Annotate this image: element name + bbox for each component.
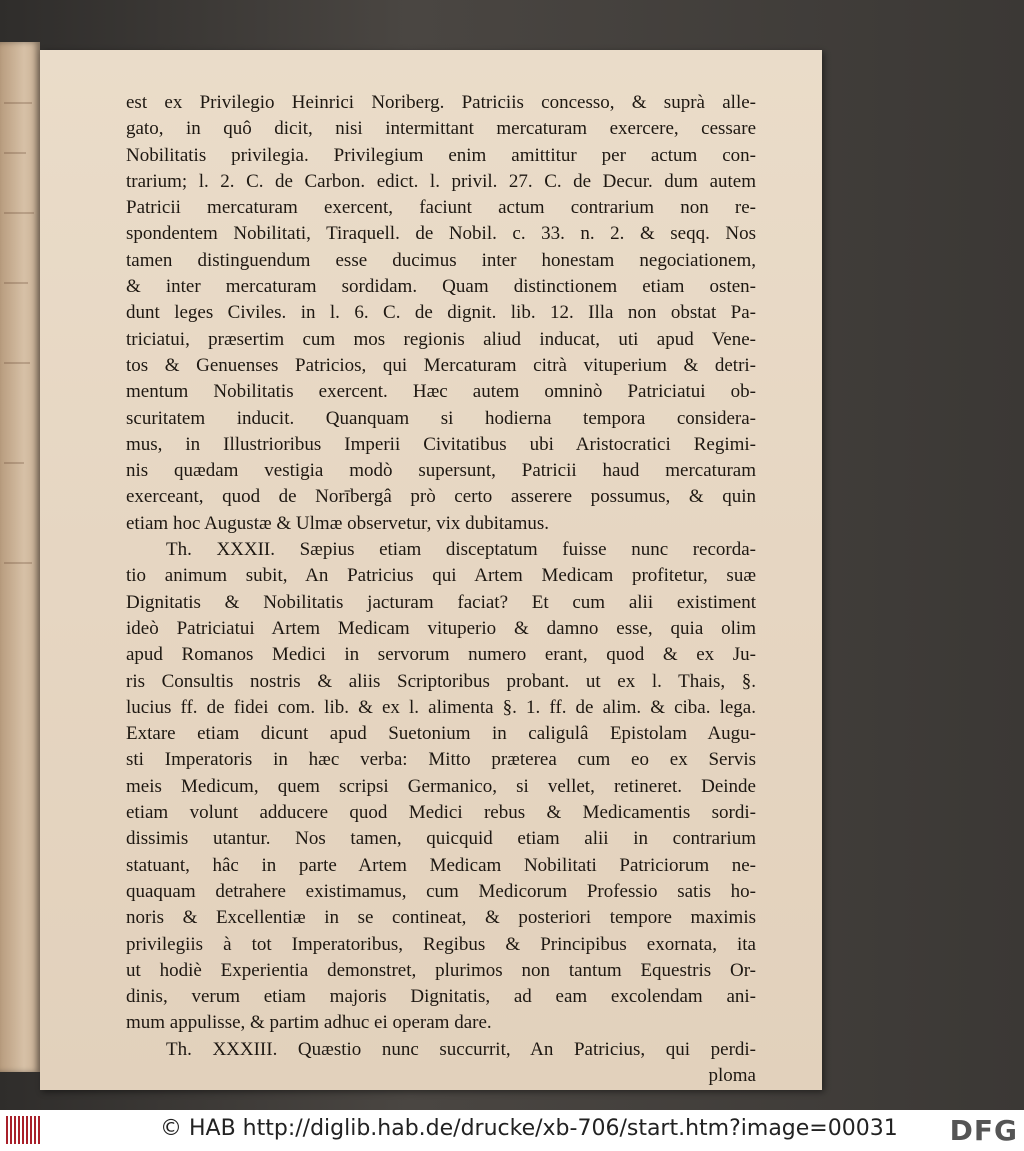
text-line: ut hodiè Experientia demonstret, plurimos non tantum Equestris Or-: [126, 959, 756, 981]
previous-page-edge: [0, 42, 40, 1072]
ghost-text-line: [4, 362, 30, 364]
ghost-text-line: [4, 562, 32, 564]
text-line: mus, in Illustrioribus Imperii Civitatibus ubi Aristocratici Regimi-: [126, 433, 756, 455]
text-line: gato, in quô dicit, nisi intermittant mercaturam exercere, cessare: [126, 118, 756, 140]
barcode-icon: [6, 1116, 44, 1144]
text-line: dunt leges Civiles. in l. 6. C. de dignit. lib. 12. Illa non obstat Pa-: [126, 302, 756, 324]
text-line: Extare etiam dicunt apud Suetonium in caligulâ Epistolam Augu-: [126, 723, 756, 745]
text-line: statuant, hâc in parte Artem Medicam Nobilitati Patriciorum ne-: [126, 854, 756, 876]
catchword: ploma: [708, 1064, 756, 1086]
ghost-text-line: [4, 212, 34, 214]
ghost-text-line: [4, 282, 28, 284]
ghost-text-line: [4, 102, 32, 104]
text-line: exerceant, quod de Norībergâ prò certo asserere possumus, & quin: [126, 486, 756, 508]
copyright-link[interactable]: © HAB http://diglib.hab.de/drucke/xb-706/start.htm?image=00031: [160, 1116, 898, 1141]
text-line: Nobilitatis privilegia. Privilegium enim amittitur per actum con-: [126, 144, 756, 166]
footer-bar: [0, 1110, 1024, 1151]
text-line: privilegiis à tot Imperatoribus, Regibus & Principibus exornata, ita: [126, 933, 756, 955]
text-line: scuritatem inducit. Quanquam si hodierna tempora considera-: [126, 407, 756, 429]
text-line: ris Consultis nostris & aliis Scriptoribus probant. ut ex l. Thais, §.: [126, 670, 756, 692]
text-line: trarium; l. 2. C. de Carbon. edict. l. privil. 27. C. de Decur. dum autem: [126, 170, 756, 192]
text-line: tio animum subit, An Patricius qui Artem Medicam profitetur, suæ: [126, 565, 756, 587]
text-line: noris & Excellentiæ in se contineat, & posteriori tempore maximis: [126, 907, 756, 929]
text-line: apud Romanos Medici in servorum numero erant, quod & ex Ju-: [126, 644, 756, 666]
page-body-text: [126, 90, 756, 1089]
text-line: mentum Nobilitatis exercent. Hæc autem omninò Patriciatui ob-: [126, 381, 756, 403]
text-line: meis Medicum, quem scripsi Germanico, si vellet, retineret. Deinde: [126, 775, 756, 797]
text-line: & inter mercaturam sordidam. Quam distinctionem etiam osten-: [126, 276, 756, 298]
section-heading-line: Th. XXXIII. Quæstio nunc succurrit, An Patricius, qui perdi-: [166, 1038, 756, 1060]
ghost-text-line: [4, 462, 24, 464]
text-line: ideò Patriciatui Artem Medicam vituperio & damno esse, quia olim: [126, 617, 756, 639]
text-line: est ex Privilegio Heinrici Noriberg. Patriciis concesso, & suprà alle-: [126, 92, 756, 113]
text-line: nis quædam vestigia modò supersunt, Patricii haud mercaturam: [126, 460, 756, 482]
dfg-logo: DFG: [949, 1114, 1018, 1147]
text-line: triciatui, præsertim cum mos regionis aliud inducat, uti apud Vene-: [126, 328, 756, 350]
text-line: lucius ff. de fidei com. lib. & ex l. alimenta §. 1. ff. de alim. & ciba. lega.: [126, 696, 756, 718]
ghost-text-line: [4, 152, 26, 154]
text-line: quaquam detrahere existimamus, cum Medicorum Professio satis ho-: [126, 880, 756, 902]
text-line: etiam volunt adducere quod Medici rebus & Medicamentis sordi-: [126, 802, 756, 824]
text-line: mum appulisse, & partim adhuc ei operam dare.: [126, 1012, 492, 1034]
text-line: sti Imperatoris in hæc verba: Mitto præterea cum eo ex Servis: [126, 749, 756, 771]
section-heading-line: Th. XXXII. Sæpius etiam disceptatum fuisse nunc recorda-: [166, 539, 756, 561]
text-line: etiam hoc Augustæ & Ulmæ observetur, vix dubitamus.: [126, 512, 550, 534]
text-line: tamen distinguendum esse ducimus inter honestam negociationem,: [126, 249, 756, 271]
text-line: dinis, verum etiam majoris Dignitatis, ad eam excolendam ani-: [126, 986, 756, 1008]
text-line: dissimis utantur. Nos tamen, quicquid etiam alii in contrarium: [126, 828, 756, 850]
text-line: tos & Genuenses Patricios, qui Mercaturam citrà vituperium & detri-: [126, 354, 756, 376]
text-line: spondentem Nobilitati, Tiraquell. de Nobil. c. 33. n. 2. & seqq. Nos: [126, 223, 756, 245]
text-line: Dignitatis & Nobilitatis jacturam faciat? Et cum alii existiment: [126, 591, 756, 613]
book-page: [40, 50, 822, 1090]
text-line: Patricii mercaturam exercent, faciunt actum contrarium non re-: [126, 197, 756, 219]
